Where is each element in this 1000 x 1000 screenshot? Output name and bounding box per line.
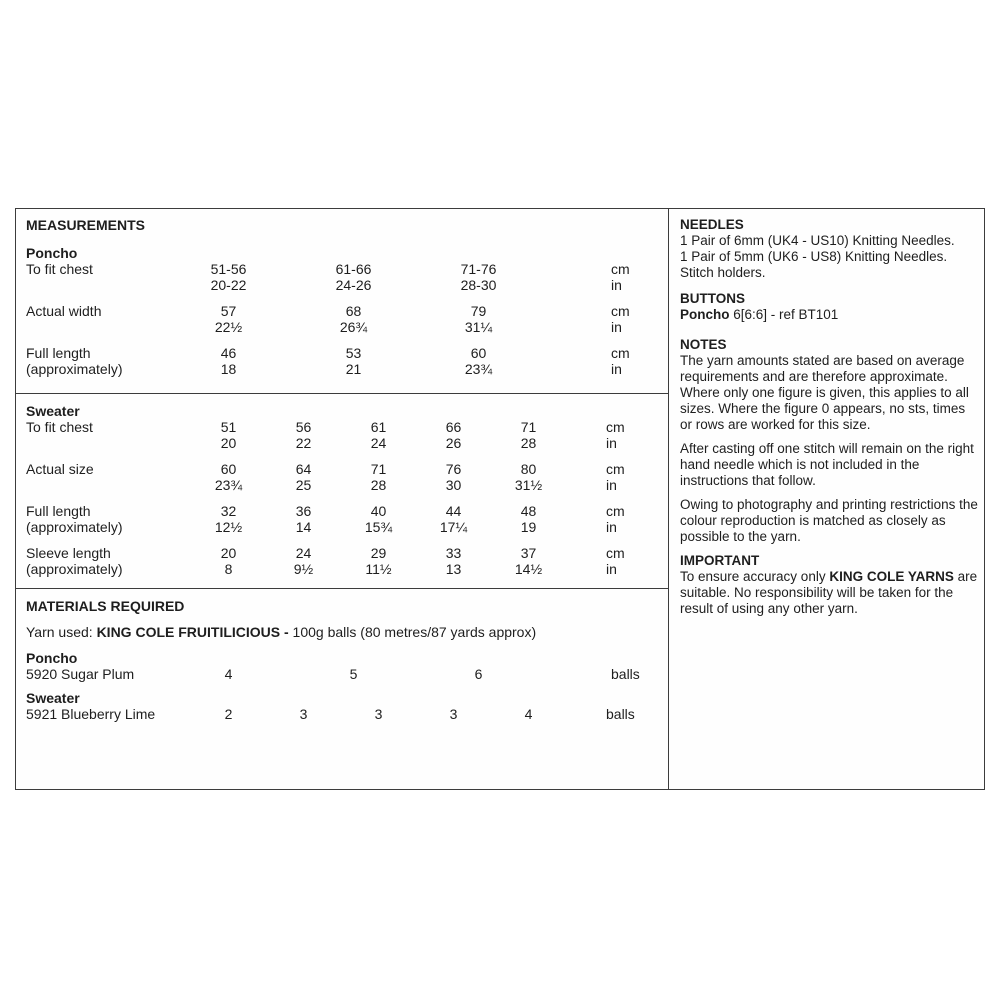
sweater-measurements-section xyxy=(16,394,668,589)
poncho-materials xyxy=(26,650,668,682)
row-label: Full length (approximately) xyxy=(26,503,123,535)
size-value: 36 14 xyxy=(295,503,312,535)
materials-section xyxy=(16,589,668,789)
balls-value: 3 xyxy=(374,706,383,722)
unit-label: cm in xyxy=(611,345,630,377)
important-paragraph: To ensure accuracy only KING COLE YARNS are suitable. No responsibility will be taken for the result of using any other yarn. xyxy=(680,569,978,616)
row-label: To fit chest xyxy=(26,419,93,435)
brand-name: KING COLE YARNS xyxy=(829,569,954,584)
size-value: 71 28 xyxy=(520,419,537,451)
unit-label: cm in xyxy=(606,419,625,451)
sweater-materials-name: Sweater xyxy=(26,690,80,706)
size-value: 20 8 xyxy=(220,545,237,577)
size-value: 66 26 xyxy=(445,419,462,451)
sweater-measurements-table xyxy=(26,403,668,577)
size-value: 68 26¾ xyxy=(339,303,368,335)
table-row xyxy=(26,261,668,293)
needles-section xyxy=(680,217,980,281)
sweater-table-name: Sweater xyxy=(26,403,80,419)
row-label: Actual size xyxy=(26,461,94,477)
needles-line: Stitch holders. xyxy=(680,265,766,280)
size-value: 44 17¼ xyxy=(439,503,468,535)
size-value: 60 23¾ xyxy=(464,345,493,377)
notes-paragraph: After casting off one stitch will remain on the right hand needle which is not included in the instructions that follow. xyxy=(680,441,974,488)
size-value: 80 31½ xyxy=(514,461,543,493)
poncho-materials-name: Poncho xyxy=(26,650,78,666)
important-title: IMPORTANT xyxy=(680,553,760,568)
size-value: 60 23¾ xyxy=(214,461,243,493)
size-value: 79 31¼ xyxy=(464,303,493,335)
buttons-line: Poncho 6[6:6] - ref BT101 xyxy=(680,307,839,322)
notes-section xyxy=(680,337,980,545)
balls-value: 3 xyxy=(299,706,308,722)
size-value: 32 12½ xyxy=(214,503,243,535)
row-label: Actual width xyxy=(26,303,102,319)
size-value: 61-66 24-26 xyxy=(335,261,372,293)
table-row xyxy=(26,503,668,535)
buttons-section xyxy=(680,291,980,323)
size-value: 46 18 xyxy=(220,345,237,377)
size-value: 24 9½ xyxy=(293,545,314,577)
size-value: 33 13 xyxy=(445,545,462,577)
sweater-materials xyxy=(26,690,668,722)
unit-label: cm in xyxy=(606,545,625,577)
table-row xyxy=(26,419,668,451)
balls-value: 4 xyxy=(524,706,533,722)
size-value: 64 25 xyxy=(295,461,312,493)
row-label: Full length (approximately) xyxy=(26,345,123,377)
size-value: 51 20 xyxy=(220,419,237,451)
row-label: Sleeve length (approximately) xyxy=(26,545,123,577)
important-section xyxy=(680,553,980,617)
size-value: 71-76 28-30 xyxy=(460,261,497,293)
yarn-used-line: Yarn used: KING COLE FRUITILICIOUS - 100g balls (80 metres/87 yards approx) xyxy=(26,624,537,640)
notes-paragraph: The yarn amounts stated are based on average requirements and are therefore approximate. Where only one figure is given, this applies to all sizes. Where the figure 0 appears, no sts, times or rows are worked for this size. xyxy=(680,353,969,432)
size-value: 29 11½ xyxy=(365,545,392,577)
unit-label: cm in xyxy=(606,503,625,535)
pattern-info-box xyxy=(15,208,985,790)
shade-name: 5921 Blueberry Lime xyxy=(26,706,156,722)
unit-label: cm in xyxy=(606,461,625,493)
size-value: 37 14½ xyxy=(514,545,543,577)
notes-title: NOTES xyxy=(680,337,727,352)
unit-label: cm in xyxy=(611,261,630,293)
table-row xyxy=(26,706,668,722)
balls-value: 3 xyxy=(449,706,458,722)
size-value: 76 30 xyxy=(445,461,462,493)
size-value: 53 21 xyxy=(345,345,362,377)
unit-label: cm in xyxy=(611,303,630,335)
size-value: 61 24 xyxy=(370,419,387,451)
size-value: 40 15¾ xyxy=(364,503,393,535)
measurements-title: MEASUREMENTS xyxy=(26,217,146,233)
table-row xyxy=(26,666,668,682)
yarn-brand: KING COLE FRUITILICIOUS - xyxy=(96,624,289,640)
table-row xyxy=(26,303,668,335)
size-value: 56 22 xyxy=(295,419,312,451)
size-value: 51-56 20-22 xyxy=(210,261,247,293)
needles-title: NEEDLES xyxy=(680,217,744,232)
measurements-section xyxy=(16,209,668,394)
shade-name: 5920 Sugar Plum xyxy=(26,666,135,682)
needles-line: 1 Pair of 6mm (UK4 - US10) Knitting Needles. xyxy=(680,233,955,248)
needles-line: 1 Pair of 5mm (UK6 - US8) Knitting Needles. xyxy=(680,249,948,264)
balls-value: 6 xyxy=(474,666,483,682)
table-row xyxy=(26,461,668,493)
buttons-title: BUTTONS xyxy=(680,291,746,306)
balls-value: 4 xyxy=(224,666,233,682)
table-row xyxy=(26,345,668,377)
poncho-measurements-table xyxy=(26,245,668,377)
size-value: 57 22½ xyxy=(214,303,243,335)
size-value: 48 19 xyxy=(520,503,537,535)
poncho-table-name: Poncho xyxy=(26,245,78,261)
unit-label: balls xyxy=(606,706,635,722)
materials-title: MATERIALS REQUIRED xyxy=(26,598,185,614)
left-column xyxy=(16,209,669,789)
table-row xyxy=(26,545,668,577)
balls-value: 5 xyxy=(349,666,358,682)
size-value: 71 28 xyxy=(370,461,387,493)
unit-label: balls xyxy=(611,666,640,682)
balls-value: 2 xyxy=(224,706,233,722)
row-label: To fit chest xyxy=(26,261,93,277)
right-column xyxy=(669,209,984,789)
notes-paragraph: Owing to photography and printing restrictions the colour reproduction is matched as closely as possible to the yarn. xyxy=(680,497,978,544)
